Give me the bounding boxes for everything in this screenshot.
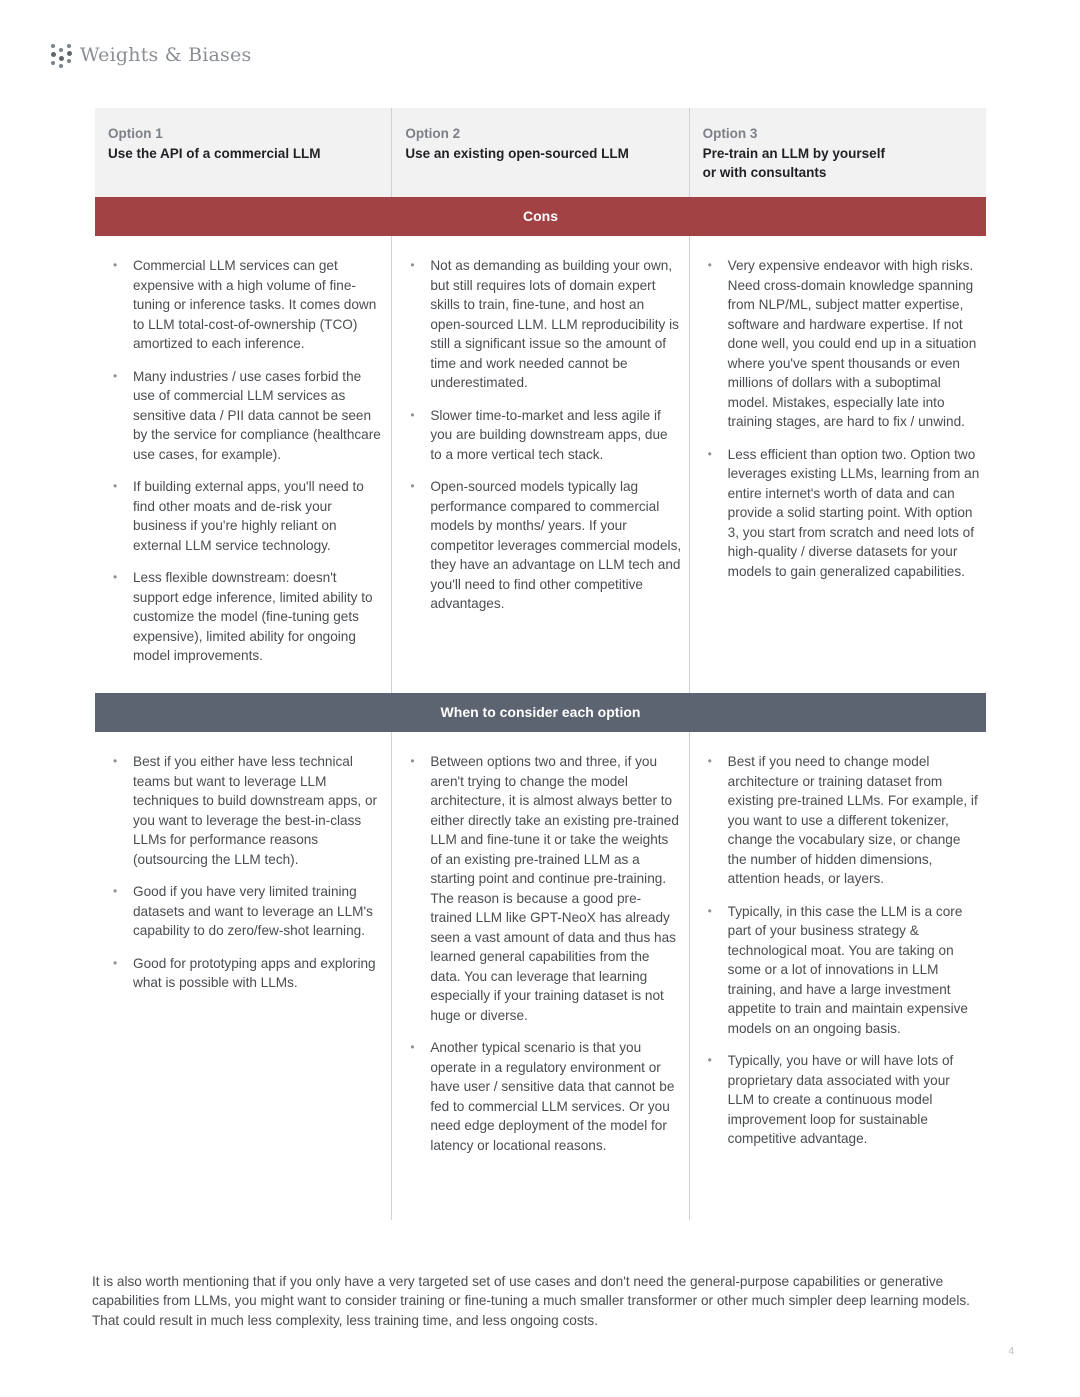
option-1-header [95,108,392,197]
list-item: • Less efficient than option two. Option two leverages existing LLMs, learning from an entire internet's worth of data and can provide a solid starting point. With option 3, you start from scratch and need lots of high-quality / diverse datasets for your models to gain generalized capabilities. [708,445,980,582]
list-item: • If building external apps, you'll need to find other moats and de-risk your business if you're highly reliant on external LLM service technology. [113,477,385,555]
list-item: • Good for prototyping apps and exploring what is possible with LLMs. [113,954,385,993]
option-3-header [690,108,986,197]
when-to-consider-section-header: When to consider each option [95,693,986,732]
list-item: • Open-sourced models typically lag performance compared to commercial models by months/ years. If your competitor leverages commercial models, they have an advantage on LLM tech and you'll need to find other competitive advantages. [410,477,682,614]
list-item: • Less flexible downstream: doesn't support edge inference, limited ability to customize the model (fine-tuning gets expensive), limited ability for ongoing model improvements. [113,568,385,666]
list-item: • Commercial LLM services can get expensive with a high volume of fine-tuning or inference tasks. It comes down to LLM total-cost-of-ownership (TCO) amortized to each inference. [113,256,385,354]
option-title: Use the API of a commercial LLM [108,146,321,161]
option-1-cons [95,236,392,693]
bullet-list [708,752,980,1149]
bullet-list [113,752,385,993]
list-item: • Not as demanding as building your own, but still requires lots of domain expert skills to train, fine-tune, and host an open-sourced LLM. LLM reproducibility is still a significant issue so the amount of time and work needed cannot be underestimated. [410,256,682,393]
page-number: 4 [1008,1346,1014,1357]
cons-row [95,236,986,693]
option-title: Use an existing open-sourced LLM [405,146,629,161]
option-label: Option 1 [108,126,163,141]
list-item: • Slower time-to-market and less agile if you are building downstream apps, due to a more vertical tech stack. [410,406,682,465]
list-item: • Typically, in this case the LLM is a core part of your business strategy & technological moat. You are taking on some or a lot of innovations in LLM training, and have a large investment appetite to train and maintain expensive models on an ongoing basis. [708,902,980,1039]
table-header-row [95,108,986,197]
when-to-consider-row [95,732,986,1220]
list-item: • Best if you need to change model architecture or training dataset from existing pre-trained LLMs. For example, if you want to use a different tokenizer, change the vocabulary size, or change the number of hidden dimensions, attention heads, or layers. [708,752,980,889]
options-comparison-table [95,108,986,1220]
option-1-when [95,732,392,1220]
footer-note: It is also worth mentioning that if you only have a very targeted set of use cases and don't need the general-purpose capabilities or generative capabilities from LLMs, you might want to consider training or fine-tuning a much smaller transformer or other much simpler deep learning models. That could result in much less complexity, less training time, and less ongoing costs. [92,1273,970,1328]
option-3-cons [690,236,986,693]
brand [50,42,251,68]
list-item: • Another typical scenario is that you operate in a regulatory environment or have user / sensitive data that cannot be fed to commercial LLM services. Or you need edge deployment of the model for latency or locational reasons. [410,1038,682,1155]
wandb-dots-logo-icon [50,42,72,68]
bullet-list [410,256,682,614]
option-3-when [690,732,986,1220]
list-item: • Between options two and three, if you aren't trying to change the model architecture, it is almost always better to either directly take an existing pre-trained LLM and fine-tune it or take the weights of an existing pre-trained LLM as a starting point and continue pre-training. The reason is because a good pre-trained LLM like GPT-NeoX has already seen a vast amount of data and thus has learned general capabilities from the data. You can leverage that learning especially if your training dataset is not huge or diverse. [410,752,682,1025]
brand-name: Weights & Biases [80,44,252,66]
bullet-list [410,752,682,1155]
bullet-list [708,256,980,581]
option-2-when [392,732,689,1220]
option-label: Option 2 [405,126,461,141]
list-item: • Typically, you have or will have lots of proprietary data associated with your LLM to create a continuous model improvement loop for sustainable competitive advantage. [708,1051,980,1149]
option-label: Option 3 [702,126,758,141]
cons-section-header: Cons [95,197,986,236]
option-2-header [392,108,689,197]
list-item: • Many industries / use cases forbid the use of commercial LLM services as sensitive data / PII data cannot be seen by the service for compliance (healthcare use cases, for example). [113,367,385,465]
list-item: • Best if you either have less technical teams but want to leverage LLM techniques to build downstream apps, or you want to leverage the best-in-class LLMs for performance reasons (outsourcing the LLM tech). [113,752,385,869]
option-title-continued: or with consultants [702,165,827,180]
list-item: • Very expensive endeavor with high risks. Need cross-domain knowledge spanning from NLP/ML, subject matter expertise, software and hardware expertise. If not done well, you could end up in a situation where you've spent thousands or even millions of dollars with a suboptimal model. Mistakes, especially late into training stages, are hard to fix / unwind. [708,256,980,432]
option-2-cons [392,236,689,693]
option-title: Pre-train an LLM by yourself [702,146,885,161]
list-item: • Good if you have very limited training datasets and want to leverage an LLM's capability to do zero/few-shot learning. [113,882,385,941]
bullet-list [113,256,385,666]
